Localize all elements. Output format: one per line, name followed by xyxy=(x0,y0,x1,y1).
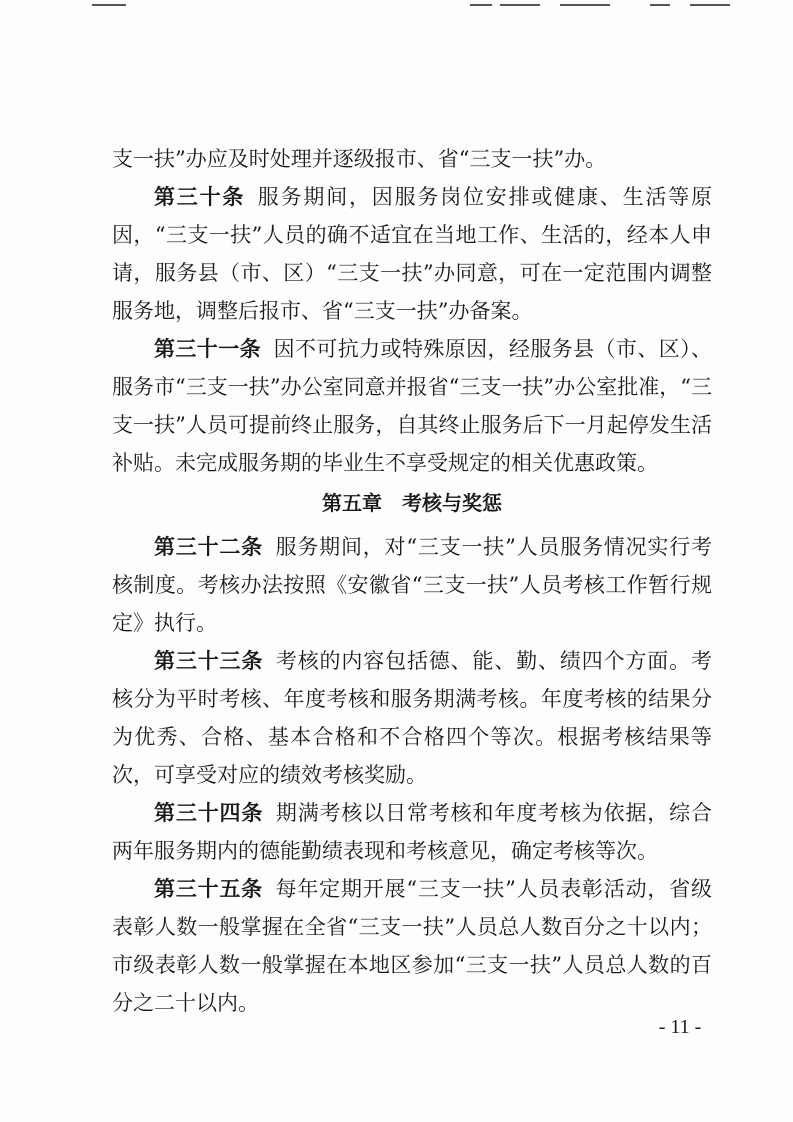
scan-edge-marks xyxy=(0,0,793,14)
article-text: 考核的内容包括德、能、勤、绩四个方面。考核分为平时考核、年度考核和服务期满考核。年度考核的结果分为优秀、合格、基本合格和不合格四个等次。根据考核结果等次，可享受对应的绩效考核奖励。 xyxy=(112,649,713,787)
article-label: 第三十四条 xyxy=(154,801,264,825)
article-text: 服务期间，因服务岗位安排或健康、生活等原因，“三支一扶”人员的确不适宜在当地工作、生活的，经本人申请，服务县（市、区）“三支一扶”办同意，可在一定范围内调整服务地，调整后报市、省“三支一扶”办备案。 xyxy=(112,185,713,323)
article-label: 第三十二条 xyxy=(154,535,263,559)
document-body xyxy=(112,140,712,1022)
page-number: - 11 - xyxy=(658,1016,702,1038)
chapter-heading: 第五章 考核与奖惩 xyxy=(322,491,502,515)
article-label: 第三十一条 xyxy=(154,337,261,361)
article-label: 第三十三条 xyxy=(154,649,264,673)
article-label: 第三十条 xyxy=(154,185,246,209)
article-text: 每年定期开展“三支一扶”人员表彰活动，省级表彰人数一般掌握在全省“三支一扶”人员总人数百分之十以内；市级表彰人数一般掌握在本地区参加“三支一扶”人员总人数的百分之二十以内。 xyxy=(112,877,712,1015)
article-34 xyxy=(112,794,712,870)
paragraph-continuation xyxy=(112,140,712,178)
article-label: 第三十五条 xyxy=(154,877,263,901)
article-35 xyxy=(112,870,712,1022)
article-31 xyxy=(112,330,712,482)
article-text: 因不可抗力或特殊原因，经服务县（市、区）、服务市“三支一扶”办公室同意并报省“三支一扶”办公室批准，“三支一扶”人员可提前终止服务，自其终止服务后下一月起停发生活补贴。未完成服务期的毕业生不享受规定的相关优惠政策。 xyxy=(112,337,713,475)
article-33 xyxy=(112,642,712,794)
article-text: 期满考核以日常考核和年度考核为依据，综合两年服务期内的德能勤绩表现和考核意见，确定考核等次。 xyxy=(112,801,713,863)
paragraph-text: 支一扶”办应及时处理并逐级报市、省“三支一扶”办。 xyxy=(112,147,607,171)
article-30 xyxy=(112,178,712,330)
article-text: 服务期间，对“三支一扶”人员服务情况实行考核制度。考核办法按照《安徽省“三支一扶”人员考核工作暂行规定》执行。 xyxy=(112,535,712,635)
article-32 xyxy=(112,528,712,642)
